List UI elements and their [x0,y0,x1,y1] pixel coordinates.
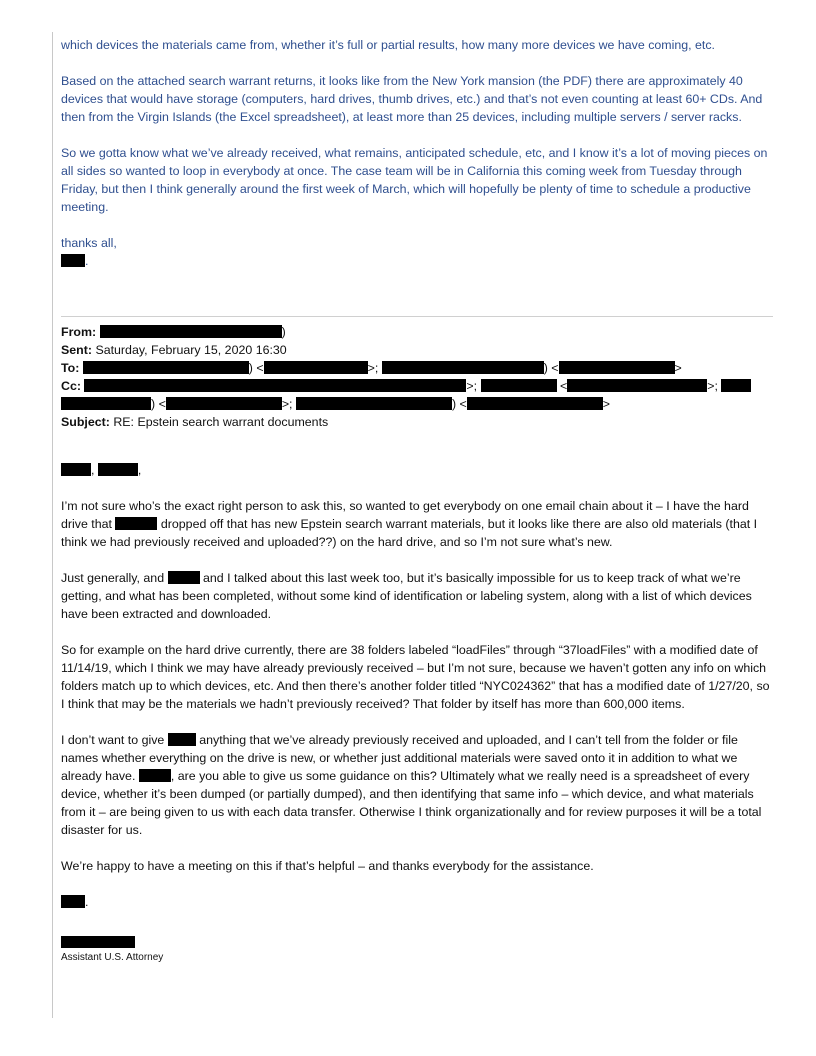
redaction [61,463,91,476]
email-header [61,323,773,431]
redaction [61,254,85,267]
redaction [115,517,157,530]
sent-value: Saturday, February 15, 2020 16:30 [95,343,287,357]
email-body [61,461,773,911]
signature-block [61,929,773,965]
cc-line: Cc: >; < >; [61,377,773,395]
subject-line [61,413,773,431]
body-signoff: . [61,893,773,911]
redaction [61,936,135,948]
redaction [168,733,196,746]
quoted-para-1: which devices the materials came from, whether it’s full or partial results, how many more devices we have coming, etc. [61,38,715,52]
email-document [61,36,773,965]
to-line: To: ) < >; ) < > [61,361,682,375]
salutation: , , [61,461,773,479]
redaction [559,361,675,374]
redaction [61,895,85,908]
redaction [467,397,603,410]
redaction [264,361,368,374]
quoted-para-2: Based on the attached search warrant returns, it looks like from the New York mansion (the PDF) there are approximately 40 devices that would have storage (computers, hard drives, thumb drives, etc.) and that’s not even counting at least 60+ CDs. And then from the Virgin Islands (the Excel spreadsheet), at least more than 25 devices, including multiple servers / server racks. [61,74,763,124]
quoted-message [61,36,773,270]
from-line: From: ) [61,325,286,339]
body-para-3: So for example on the hard drive currently, there are 38 folders labeled “loadFiles” through “37loadFiles” with a modified date of 11/14/19, which I think we may have already previously received – but I’m not sure, because we haven’t gotten any info on which folders match up to which devices, etc. And then there’s another folder titled “NYC024362” that has a modified date of 1/27/20, so I think that may be the materials we hadn’t previously received? That folder by itself has more than 600,000 items. [61,643,770,711]
sent-label: Sent: [61,343,92,357]
quoted-signoff: . [61,252,773,270]
redaction [139,769,171,782]
redaction [567,379,707,392]
redaction [100,325,282,338]
body-para-1: I’m not sure who’s the exact right person to ask this, so wanted to get everybody on one email chain about it – I have the hard drive that dropped off that has new Epstein search warrant materials, but it looks like there are also old materials (that I think we had previously received and uploaded??) on the hard drive, and so I’m not sure what’s new. [61,499,758,549]
sent-line [61,341,773,359]
quoted-closing: thanks all, [61,236,117,250]
quoted-para-3: So we gotta know what we’ve already received, what remains, anticipated schedule, etc, and I know it’s a lot of moving pieces on all sides so wanted to loop in everybody at once. The case team will be in California this coming week from Tuesday through Friday, but then I think generally around the first week of March, which will hopefully be plenty of time to schedule a productive meeting. [61,146,768,214]
redaction [166,397,282,410]
redaction [481,379,557,392]
cc-label: Cc: [61,379,81,393]
to-label: To: [61,361,80,375]
quote-bar [52,32,53,1018]
body-para-2: Just generally, and and I talked about this last week too, but it’s basically impossible for us to keep track of what we’re getting, and what has been completed, without some kind of identification or labeling system, along with a list of which devices have been extracted and downloaded. [61,571,752,621]
subject-label: Subject: [61,415,110,429]
redaction [296,397,452,410]
body-para-5: We’re happy to have a meeting on this if that’s helpful – and thanks everybody for the assistance. [61,859,594,873]
redaction [83,361,249,374]
cc-line-continued: ) < >; ) < > [61,395,773,413]
redaction [61,397,151,410]
header-separator [61,316,773,317]
redaction [168,571,200,584]
from-label: From: [61,325,97,339]
signature-title: Assistant U.S. Attorney [61,952,164,963]
redaction [84,379,466,392]
redaction [98,463,138,476]
redaction [721,379,751,392]
body-para-4: I don’t want to give anything that we’ve already previously received and uploaded, and I can’t tell from the folder or file names whether everything on the drive is new, or whether just additional materials were saved onto it in addition to what we already have. , are you able to give us some guidance on this? Ultimately what we really need is a spreadsheet of every device, whether it’s been dumped (or partially dumped), and then identifying that same info – which device, and what materials from it – are being given to us with each data transfer. Otherwise I think organizationally and for review purposes it will be a total disaster for us. [61,733,762,837]
redaction [382,361,544,374]
subject-value: RE: Epstein search warrant documents [113,415,329,429]
